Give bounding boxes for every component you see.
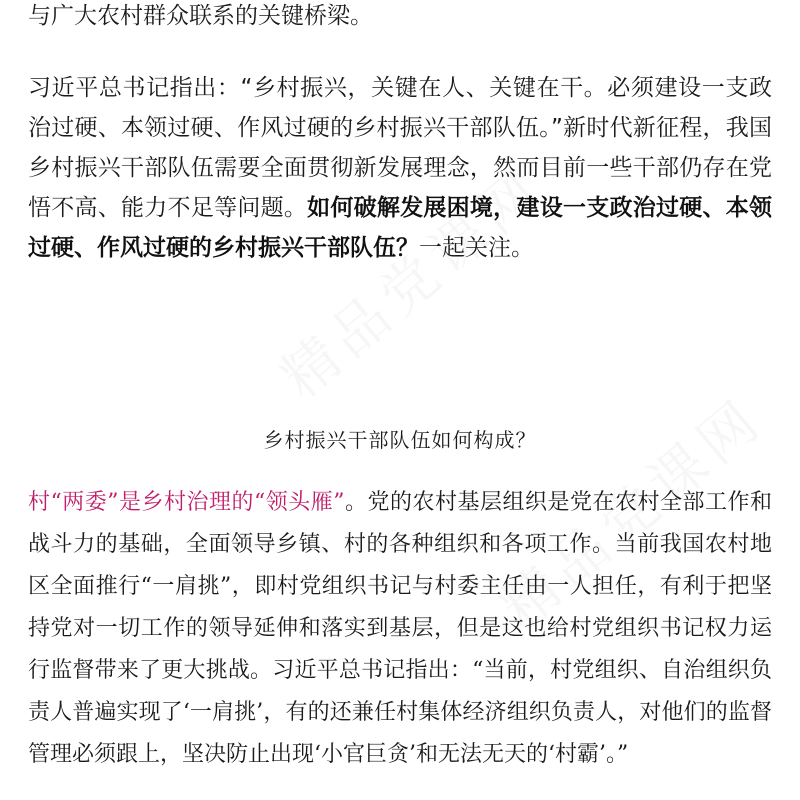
follow-text: 一起关注。 <box>419 235 534 261</box>
bold-question: 如何破解发展困境，建设一支政治过硬、本领过硬、作风过硬的乡村振兴干部队伍？ <box>28 195 773 261</box>
body-paragraph <box>28 482 772 776</box>
quote-text: 习近平总书记指出：“乡村振兴，关键在人、关键在干。必须建设一支政治过硬、本领过硬、作风过硬的乡村振兴干部队伍。”新时代新征程，我国乡村振兴干部队伍需要全面贯彻新发展理念，然而目前一些干部仍存在党悟不高、能力不足等问题。 <box>28 75 772 221</box>
highlight-phrase: 村“两委”是乡村治理的“领头雁” <box>28 490 345 515</box>
quote-paragraph <box>28 68 772 268</box>
body-text: 。党的农村基层组织是党在农村全部工作和战斗力的基础，全面领导乡镇、村的各种组织和各项工作。当前我国农村地区全面推行“一肩挑”，即村党组织书记与村委主任由一人担任，有利于把坚持党对一切工作的领导延伸和落实到基层，但是这也给村党组织书记权力运行监督带来了更大挑战。习近平总书记指出：“当前，村党组织、自治组织负责人普遍实现了‘一肩挑’，有的还兼任村集体经济组织负责人，对他们的监督管理必须跟上，坚决防止出现‘小官巨贪’和无法无天的‘村霸’。” <box>28 490 772 767</box>
section-heading: 乡村振兴干部队伍如何构成？ <box>263 428 537 452</box>
intro-paragraph-end: 与广大农村群众联系的关键桥梁。 <box>28 3 373 29</box>
